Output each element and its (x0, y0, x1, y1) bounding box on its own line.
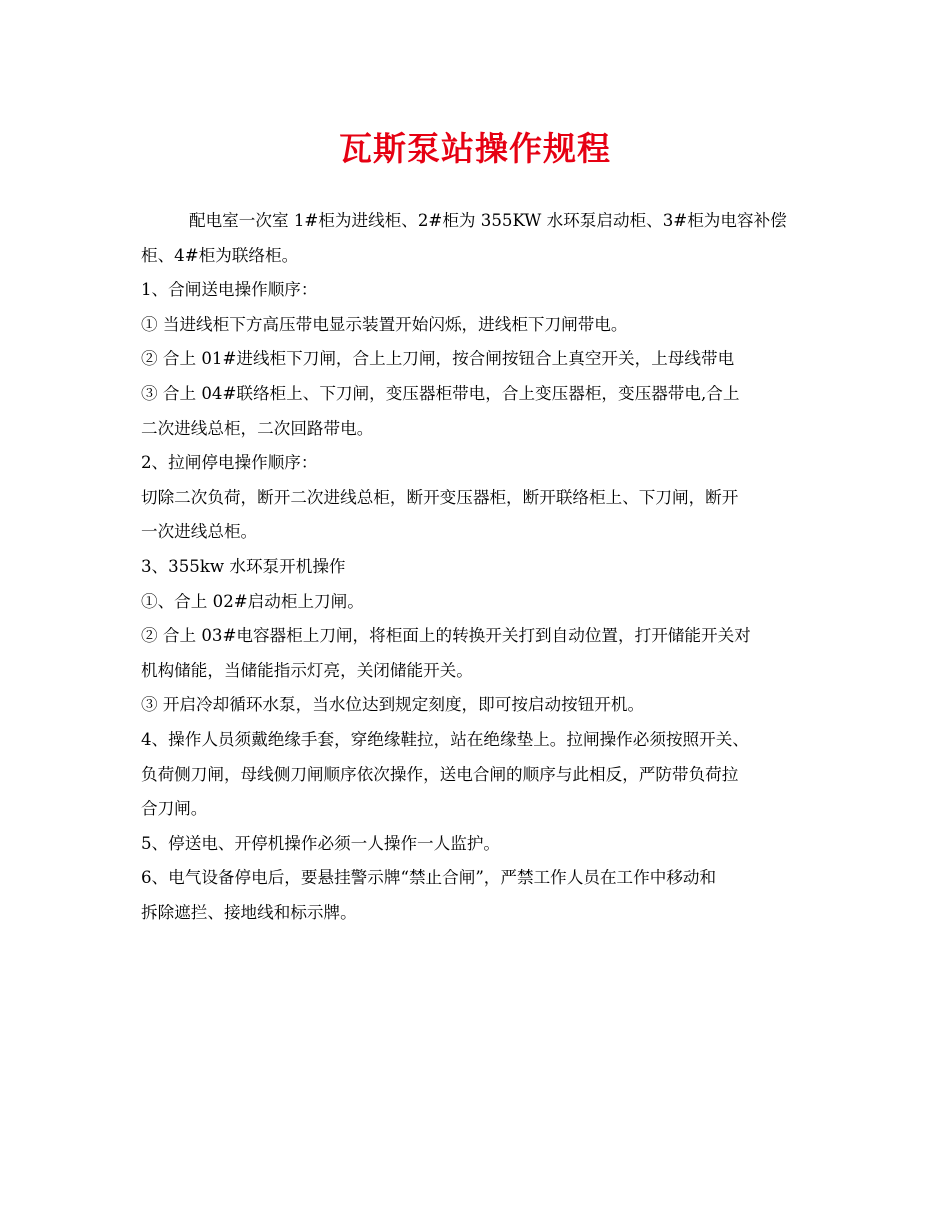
section-heading: 6、电气设备停电后，要悬挂警示牌“禁止合闸”，严禁工作人员在工作中移动和 (141, 868, 717, 888)
paragraph-line: 拆除遮拦、接地线和标示牌。 (141, 902, 357, 922)
step-line: 机构储能，当储能指示灯亮，关闭储能开关。 (141, 660, 473, 680)
section-heading: 5、停送电、开停机操作必须一人操作一人监护。 (141, 833, 501, 853)
paragraph-line: 切除二次负荷，断开二次进线总柜，断开变压器柜，断开联络柜上、下刀闸，断开 (141, 487, 739, 507)
step-line: 二次进线总柜，二次回路带电。 (141, 418, 374, 438)
paragraph-line: 一次进线总柜。 (141, 522, 258, 542)
step-line: ② 合上 01#进线柜下刀闸，合上上刀闸，按合闸按钮合上真空开关，上母线带电 (141, 349, 735, 369)
step-line: ③ 开启冷却循环水泵，当水位达到规定刻度，即可按启动按钮开机。 (141, 695, 645, 715)
paragraph-line: 柜、4#柜为联络柜。 (141, 245, 299, 265)
paragraph-line: 负荷侧刀闸，母线侧刀闸顺序依次操作，送电合闸的顺序与此相反，严防带负荷拉 (141, 764, 739, 784)
section-heading: 1、合闸送电操作顺序： (141, 280, 318, 300)
step-line: ①、合上 02#启动柜上刀闸。 (141, 591, 364, 611)
paragraph-line: 配电室一次室 1#柜为进线柜、2#柜为 355KW 水环泵启动柜、3#柜为电容补偿 (189, 211, 787, 230)
step-line: ③ 合上 04#联络柜上、下刀闸，变压器柜带电，合上变压器柜，变压器带电,合上 (141, 383, 740, 403)
section-heading: 2、拉闸停电操作顺序： (141, 453, 318, 473)
section-heading: 4、操作人员须戴绝缘手套，穿绝缘鞋拉，站在绝缘垫上。拉闸操作必须按照开关、 (141, 729, 749, 749)
document-body (141, 204, 831, 930)
step-line: ① 当进线柜下方高压带电显示装置开始闪烁，进线柜下刀闸带电。 (141, 314, 628, 334)
step-line: ② 合上 03#电容器柜上刀闸，将柜面上的转换开关打到自动位置，打开储能开关对 (141, 626, 751, 646)
paragraph-line: 合刀闸。 (141, 799, 208, 819)
section-heading: 3、355kw 水环泵开机操作 (141, 556, 346, 576)
document-title: 瓦斯泵站操作规程 (339, 129, 611, 168)
